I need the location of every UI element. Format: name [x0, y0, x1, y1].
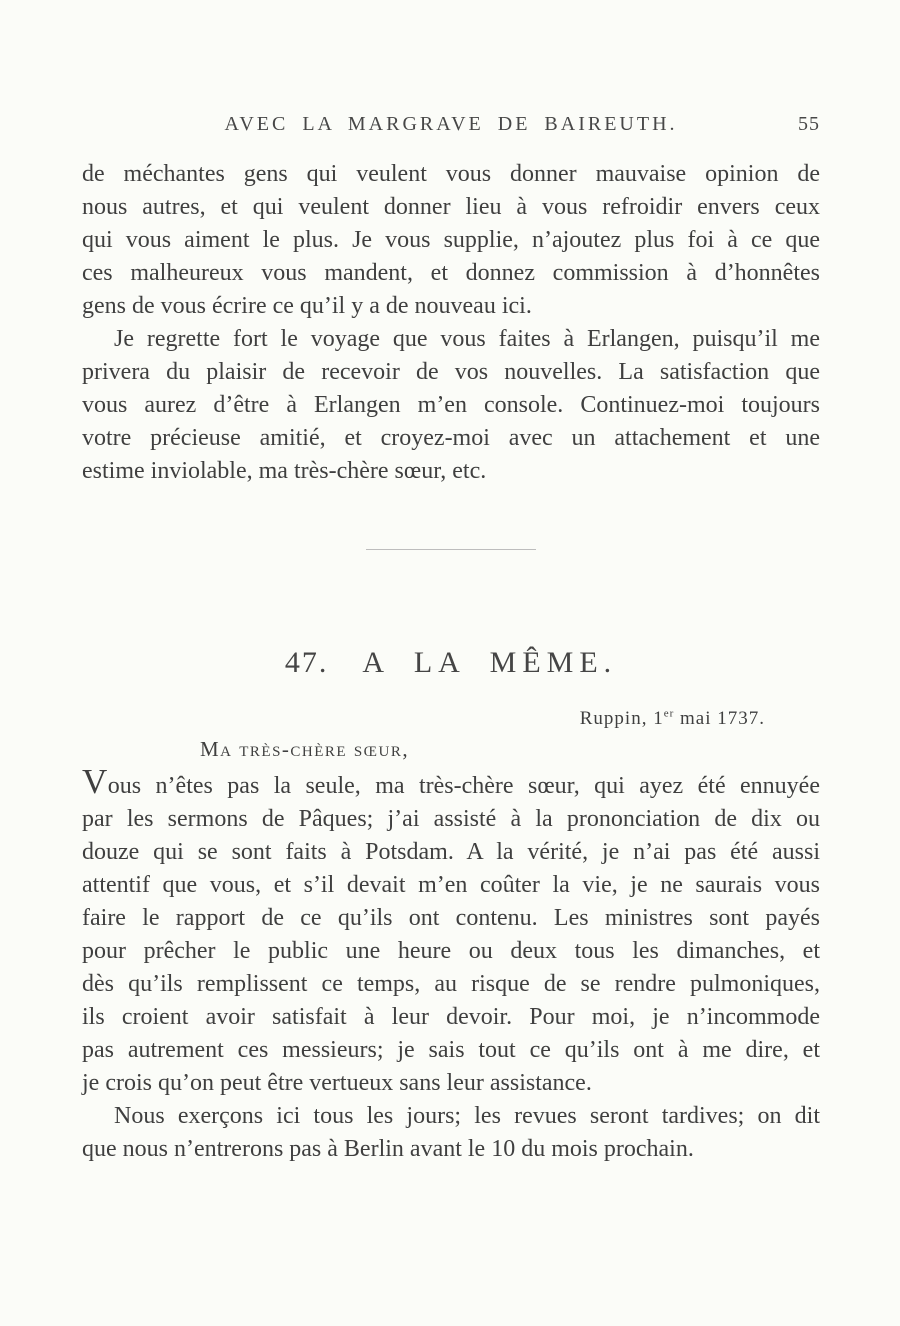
text-line: par les sermons de Pâques; j’ai assisté à la prononciation de dix ou: [82, 806, 820, 832]
page-body: [82, 158, 820, 488]
letter-number: 47.: [284, 646, 329, 679]
text-line: attentif que vous, et s’il devait m’en coûter la vie, je ne saurais vous: [82, 872, 820, 898]
letter-paragraph: [82, 762, 820, 1100]
text-line: [82, 762, 820, 803]
text-line: que nous n’entrerons pas à Berlin avant le 10 du mois prochain.: [82, 1136, 694, 1162]
first-line-text: ous n’êtes pas la seule, ma très-chère sœur, qui ayez été ennuyée: [107, 773, 820, 799]
dateline-place-day: Ruppin, 1: [579, 708, 664, 729]
text-line: votre précieuse amitié, et croyez-moi avec un attachement et une: [82, 425, 820, 451]
text-line: ils croient avoir satisfait à leur devoir. Pour moi, je n’incommode: [82, 1004, 820, 1030]
text-line: estime inviolable, ma très-chère sœur, etc.: [82, 458, 487, 484]
text-line: ces malheureux vous mandent, et donnez commission à d’honnêtes: [82, 260, 820, 286]
text-line: pour prêcher le public une heure ou deux tous les dimanches, et: [82, 938, 820, 964]
dateline: [82, 707, 820, 731]
text-line: privera du plaisir de recevoir de vos nouvelles. La satisfaction que: [82, 359, 820, 385]
paragraph-continuation: [82, 158, 820, 323]
closing-paragraph: [82, 1100, 820, 1166]
text-line: de méchantes gens qui veulent vous donner mauvaise opinion de: [82, 161, 820, 187]
section-divider: [366, 549, 536, 550]
text-line: pas autrement ces messieurs; je sais tout ce qu’ils ont à me dire, et: [82, 1037, 820, 1063]
page-number: 55: [798, 113, 820, 135]
text-line: faire le rapport de ce qu’ils ont contenu. Les ministres sont payés: [82, 905, 820, 931]
drop-initial: V: [82, 762, 108, 801]
text-line: dès qu’ils remplissent ce temps, au risque de se rendre pulmoniques,: [82, 971, 820, 997]
page-header: [82, 111, 820, 137]
letter-title: A LA MÊME.: [362, 646, 618, 679]
dateline-ordinal: er: [663, 707, 675, 720]
text-line: gens de vous écrire ce qu’il y a de nouveau ici.: [82, 293, 532, 319]
text-line: qui vous aiment le plus. Je vous supplie, n’ajoutez plus foi à ce que: [82, 227, 820, 253]
text-line: Nous exerçons ici tous les jours; les revues seront tardives; on dit: [114, 1103, 820, 1129]
text-line: douze qui se sont faits à Potsdam. A la vérité, je n’ai pas été aussi: [82, 839, 820, 865]
text-line: je crois qu’on peut être vertueux sans leur assistance.: [82, 1070, 592, 1096]
letter-heading: [82, 645, 820, 681]
dateline-month-year: mai 1737.: [674, 708, 765, 729]
salutation: Ma très-chère sœur,: [200, 737, 410, 761]
text-line: vous aurez d’être à Erlangen m’en console. Continuez-moi toujours: [82, 392, 820, 418]
text-line: Je regrette fort le voyage que vous faites à Erlangen, puisqu’il me: [114, 326, 820, 352]
running-title: AVEC LA MARGRAVE DE BAIREUTH.: [224, 113, 678, 135]
paragraph: [82, 323, 820, 488]
text-line: nous autres, et qui veulent donner lieu à vous refroidir envers ceux: [82, 194, 820, 220]
